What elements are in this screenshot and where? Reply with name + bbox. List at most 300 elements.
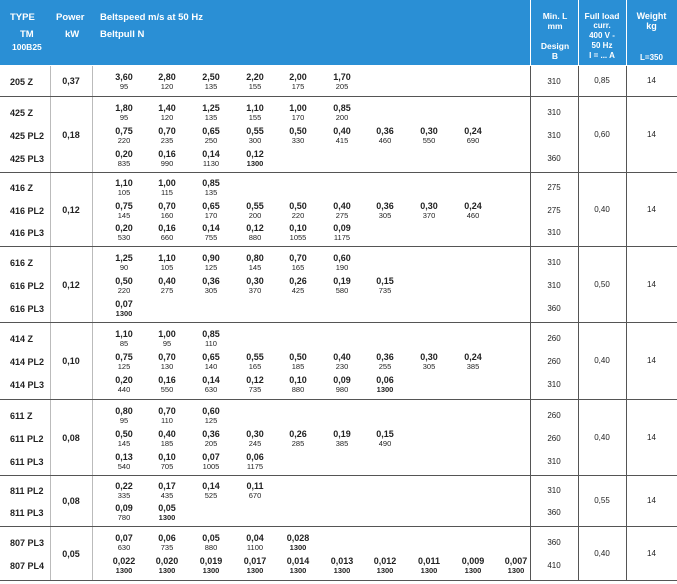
header-divider bbox=[578, 0, 579, 65]
beltpull-value: 735 bbox=[378, 285, 392, 295]
beltpull-value: 1300 bbox=[376, 566, 394, 576]
beltpull-value: 245 bbox=[248, 438, 262, 448]
beltspeed-value: 0,50 bbox=[289, 352, 307, 362]
beltpull-value: 235 bbox=[160, 135, 174, 145]
speed-cell bbox=[107, 375, 141, 394]
speed-cell bbox=[150, 556, 184, 575]
beltpull-value: 550 bbox=[160, 385, 174, 395]
minl-value: 310 bbox=[547, 280, 561, 290]
beltpull-value: 160 bbox=[160, 210, 174, 220]
beltspeed-value: 0,85 bbox=[202, 178, 220, 189]
minl-value: 260 bbox=[547, 433, 561, 443]
current-value: 0,40 bbox=[594, 204, 610, 214]
beltpull-value: 125 bbox=[204, 262, 218, 272]
beltspeed-value: 0,12 bbox=[246, 148, 264, 159]
power-value: 0,12 bbox=[62, 279, 80, 290]
beltspeed-header: Beltspeed m/s at 50 Hz bbox=[100, 12, 203, 23]
power-value: 0,18 bbox=[62, 129, 80, 140]
beltpull-value: 1300 bbox=[202, 566, 220, 576]
beltspeed-value: 0,65 bbox=[202, 352, 220, 362]
beltspeed-value: 0,14 bbox=[202, 222, 220, 233]
kw-label: kW bbox=[65, 29, 80, 40]
speed-cell bbox=[194, 149, 228, 168]
beltspeed-value: 0,028 bbox=[286, 532, 310, 543]
power-header: Power bbox=[56, 12, 85, 23]
beltspeed-value: 0,012 bbox=[373, 556, 397, 567]
speed-cell bbox=[150, 481, 184, 500]
power-value: 0,37 bbox=[62, 76, 80, 86]
speed-cell bbox=[150, 406, 184, 425]
tm-label: TM bbox=[20, 29, 34, 40]
beltspeed-value: 0,07 bbox=[202, 451, 220, 462]
beltspeed-value: 0,24 bbox=[464, 352, 482, 362]
beltspeed-value: 0,55 bbox=[246, 352, 264, 362]
beltpull-value: 255 bbox=[378, 362, 392, 371]
beltspeed-value: 0,30 bbox=[420, 352, 438, 362]
beltpull-value: 550 bbox=[422, 135, 436, 145]
minl-value: 310 bbox=[547, 486, 561, 495]
speed-cell bbox=[281, 126, 315, 145]
beltpull-value: 250 bbox=[204, 135, 218, 145]
beltpull-value: 205 bbox=[335, 82, 349, 91]
speed-cell bbox=[281, 253, 315, 272]
beltpull-value: 670 bbox=[248, 491, 262, 500]
speed-cell bbox=[150, 103, 184, 122]
table-group bbox=[0, 323, 677, 400]
beltpull-value: 110 bbox=[161, 415, 173, 425]
beltspeed-value: 0,16 bbox=[158, 148, 176, 159]
beltpull-value: 175 bbox=[291, 82, 305, 91]
beltpull-value: 165 bbox=[291, 262, 305, 272]
speed-cell bbox=[238, 556, 272, 575]
beltpull-value: 1100 bbox=[246, 542, 264, 552]
speed-cell bbox=[150, 352, 184, 371]
beltpull-value: 460 bbox=[378, 135, 392, 145]
beltpull-value: 630 bbox=[117, 542, 131, 552]
speed-cell bbox=[368, 556, 402, 575]
speed-cell bbox=[412, 352, 446, 371]
beltspeed-value: 0,40 bbox=[333, 200, 351, 211]
speed-cell bbox=[194, 452, 228, 471]
beltpull-value: 90 bbox=[119, 262, 129, 272]
beltspeed-value: 0,60 bbox=[202, 405, 220, 416]
beltspeed-value: 0,90 bbox=[202, 252, 220, 263]
beltspeed-value: 0,10 bbox=[289, 222, 307, 233]
weight-value: 14 bbox=[647, 356, 656, 365]
beltspeed-value: 0,10 bbox=[289, 375, 307, 386]
minl-value: 310 bbox=[547, 227, 561, 237]
beltspeed-value: 0,12 bbox=[246, 375, 264, 386]
beltspeed-value: 0,50 bbox=[289, 125, 307, 136]
beltpull-value: 220 bbox=[117, 135, 131, 145]
beltpull-value: 990 bbox=[160, 158, 174, 168]
beltspeed-value: 1,00 bbox=[289, 102, 307, 113]
header-divider bbox=[530, 0, 531, 65]
beltpull-value: 220 bbox=[117, 285, 131, 295]
speed-cell bbox=[194, 481, 228, 500]
beltspeed-value: 0,017 bbox=[243, 556, 267, 567]
speed-cell bbox=[412, 201, 446, 220]
speed-cell bbox=[107, 149, 141, 168]
speed-cell bbox=[150, 126, 184, 145]
beltpull-value: 880 bbox=[291, 385, 305, 395]
beltpull-value: 275 bbox=[160, 285, 174, 295]
column-divider bbox=[92, 476, 93, 526]
beltspeed-value: 0,009 bbox=[461, 556, 485, 567]
speed-cell bbox=[281, 352, 315, 371]
beltpull-value: 275 bbox=[335, 210, 349, 220]
beltpull-value: 1175 bbox=[333, 232, 351, 242]
beltpull-value: 305 bbox=[422, 362, 436, 371]
type-label: 811 PL2 bbox=[10, 486, 44, 496]
table-header bbox=[0, 0, 677, 65]
speed-cell bbox=[456, 352, 490, 371]
column-divider bbox=[92, 400, 93, 475]
speed-cell bbox=[194, 72, 228, 91]
beltpull-value: 140 bbox=[204, 362, 218, 371]
beltspeed-value: 0,15 bbox=[376, 275, 394, 286]
beltspeed-value: 0,40 bbox=[158, 275, 176, 286]
beltspeed-value: 0,70 bbox=[158, 352, 176, 362]
beltpull-value: 1055 bbox=[289, 232, 307, 242]
beltspeed-value: 0,14 bbox=[202, 375, 220, 386]
beltspeed-value: 0,20 bbox=[115, 222, 133, 233]
speed-cell bbox=[194, 375, 228, 394]
beltspeed-value: 0,30 bbox=[420, 200, 438, 211]
speed-cell bbox=[150, 72, 184, 91]
beltspeed-value: 2,50 bbox=[202, 72, 220, 82]
speed-cell bbox=[150, 329, 184, 348]
speed-cell bbox=[107, 329, 141, 348]
beltspeed-value: 0,020 bbox=[155, 556, 179, 567]
beltpull-value: 705 bbox=[160, 461, 174, 471]
minl-value: 360 bbox=[547, 153, 561, 163]
beltspeed-value: 0,36 bbox=[202, 275, 220, 286]
column-divider bbox=[92, 323, 93, 399]
speed-cell bbox=[107, 556, 141, 575]
beltspeed-value: 2,80 bbox=[158, 72, 176, 82]
current-value: 0,50 bbox=[594, 279, 610, 289]
beltspeed-value: 2,00 bbox=[289, 72, 307, 82]
type-label: 611 PL3 bbox=[10, 456, 44, 467]
speed-cell bbox=[150, 253, 184, 272]
beltpull-value: 205 bbox=[204, 438, 218, 448]
beltspeed-value: 1,10 bbox=[115, 178, 133, 189]
beltspeed-value: 0,36 bbox=[376, 200, 394, 211]
beltspeed-value: 0,70 bbox=[158, 125, 176, 136]
weight-value: 14 bbox=[647, 76, 656, 85]
beltspeed-value: 0,65 bbox=[202, 200, 220, 211]
beltpull-value: 95 bbox=[119, 415, 129, 425]
beltspeed-value: 0,75 bbox=[115, 200, 133, 211]
beltpull-value: 285 bbox=[291, 438, 305, 448]
beltpull-value: 155 bbox=[248, 112, 262, 122]
speed-cell bbox=[281, 533, 315, 552]
beltspeed-value: 0,09 bbox=[115, 503, 133, 513]
speed-cell bbox=[325, 429, 359, 448]
speed-cell bbox=[456, 201, 490, 220]
beltspeed-value: 0,75 bbox=[115, 125, 133, 136]
type-label: 616 Z bbox=[10, 257, 34, 268]
design-b: B bbox=[551, 51, 559, 61]
speed-cell bbox=[325, 352, 359, 371]
beltspeed-value: 0,06 bbox=[158, 532, 176, 543]
minl-value: 410 bbox=[547, 561, 561, 571]
beltpull-value: 385 bbox=[335, 438, 349, 448]
beltpull-value: 135 bbox=[204, 82, 218, 91]
beltpull-value: 330 bbox=[291, 135, 305, 145]
weight-header: Weight bbox=[636, 11, 667, 21]
speed-cell bbox=[325, 375, 359, 394]
ampere-label: I = ... A bbox=[589, 51, 615, 60]
speed-cell bbox=[150, 533, 184, 552]
speed-cell bbox=[150, 223, 184, 242]
speed-cell bbox=[238, 533, 272, 552]
beltspeed-value: 0,05 bbox=[158, 503, 176, 513]
beltpull-value: 95 bbox=[119, 82, 129, 91]
table-group bbox=[0, 476, 677, 527]
beltspeed-value: 0,85 bbox=[202, 328, 220, 339]
speed-cell bbox=[107, 201, 141, 220]
beltspeed-value: 1,80 bbox=[115, 102, 133, 113]
beltspeed-value: 0,13 bbox=[115, 451, 133, 462]
beltpull-value: 200 bbox=[335, 112, 349, 122]
beltspeed-value: 3,60 bbox=[115, 72, 133, 82]
beltpull-value: 135 bbox=[204, 188, 218, 198]
beltpull-value: 1300 bbox=[246, 158, 264, 168]
beltpull-value: 1300 bbox=[115, 308, 133, 318]
minl-value: 360 bbox=[547, 537, 561, 547]
weight-value: 14 bbox=[647, 204, 656, 214]
speed-cell bbox=[150, 149, 184, 168]
beltspeed-value: 0,20 bbox=[115, 375, 133, 386]
beltpull-value: 425 bbox=[291, 285, 305, 295]
type-label: 811 PL3 bbox=[10, 508, 44, 518]
type-label: 616 PL2 bbox=[10, 280, 45, 291]
type-label: 807 PL3 bbox=[10, 537, 45, 548]
type-label: 425 PL2 bbox=[10, 130, 45, 141]
beltpull-value: 120 bbox=[160, 112, 174, 122]
beltpull-value: 580 bbox=[335, 285, 349, 295]
beltspeed-value: 0,022 bbox=[112, 556, 136, 567]
beltspeed-value: 0,30 bbox=[246, 275, 264, 286]
speed-cell bbox=[238, 481, 272, 500]
speed-cell bbox=[194, 253, 228, 272]
speed-cell bbox=[107, 481, 141, 500]
beltpull-value: 1300 bbox=[158, 513, 176, 522]
beltspeed-value: 0,85 bbox=[333, 102, 351, 113]
type-label: 611 Z bbox=[10, 410, 33, 421]
speed-cell bbox=[150, 452, 184, 471]
beltspeed-value: 1,25 bbox=[202, 102, 220, 113]
beltspeed-value: 0,50 bbox=[289, 200, 307, 211]
speed-cell bbox=[107, 429, 141, 448]
beltspeed-value: 0,07 bbox=[115, 298, 133, 309]
beltpull-value: 145 bbox=[248, 262, 262, 272]
beltspeed-value: 0,36 bbox=[376, 352, 394, 362]
power-value: 0,08 bbox=[62, 496, 80, 506]
minl-value: 260 bbox=[547, 357, 561, 366]
minl-value: 310 bbox=[547, 380, 561, 390]
beltspeed-value: 0,40 bbox=[333, 125, 351, 136]
speed-cell bbox=[107, 503, 141, 522]
frequency-label: 50 Hz bbox=[591, 41, 613, 50]
beltspeed-value: 0,16 bbox=[158, 375, 176, 386]
beltspeed-value: 0,15 bbox=[376, 428, 394, 439]
beltpull-value: 880 bbox=[204, 542, 218, 552]
beltpull-value: 735 bbox=[160, 542, 174, 552]
beltpull-value: 165 bbox=[248, 362, 262, 371]
speed-cell bbox=[325, 103, 359, 122]
beltpull-value: 305 bbox=[204, 285, 218, 295]
beltpull-value: 190 bbox=[335, 262, 349, 272]
speed-cell bbox=[194, 329, 228, 348]
beltspeed-value: 0,36 bbox=[202, 428, 220, 439]
speed-cell bbox=[238, 253, 272, 272]
weight-value: 14 bbox=[647, 432, 656, 442]
beltspeed-value: 0,07 bbox=[115, 532, 133, 543]
speed-cell bbox=[107, 406, 141, 425]
beltpull-value: 1300 bbox=[289, 566, 307, 576]
beltspeed-value: 1,70 bbox=[333, 72, 351, 82]
speed-cell bbox=[325, 276, 359, 295]
beltspeed-value: 0,10 bbox=[158, 451, 176, 462]
table-group bbox=[0, 247, 677, 323]
beltpull-value: 1300 bbox=[246, 566, 264, 576]
speed-cell bbox=[325, 126, 359, 145]
beltpull-value: 305 bbox=[378, 210, 392, 220]
beltspeed-value: 0,20 bbox=[115, 148, 133, 159]
beltspeed-value: 0,09 bbox=[333, 375, 351, 386]
beltpull-value: 1300 bbox=[289, 542, 307, 552]
beltpull-value: 1300 bbox=[158, 566, 176, 576]
beltpull-value: 155 bbox=[248, 82, 262, 91]
beltspeed-value: 0,11 bbox=[246, 481, 264, 491]
beltspeed-value: 1,25 bbox=[115, 252, 133, 263]
beltpull-value: 145 bbox=[117, 210, 131, 220]
type-label: 416 Z bbox=[10, 183, 34, 194]
speed-cell bbox=[107, 103, 141, 122]
type-label: 416 PL2 bbox=[10, 205, 45, 216]
beltpull-value: 1175 bbox=[246, 461, 264, 471]
beltpull-value: 460 bbox=[466, 210, 480, 220]
beltpull-value: 415 bbox=[335, 135, 349, 145]
speed-cell bbox=[107, 299, 141, 318]
speed-cell bbox=[456, 556, 490, 575]
minl-value: 260 bbox=[547, 410, 561, 420]
type-label: 414 PL2 bbox=[10, 357, 45, 367]
speed-cell bbox=[368, 352, 402, 371]
beltspeed-value: 2,20 bbox=[246, 72, 264, 82]
speed-cell bbox=[238, 72, 272, 91]
beltspeed-value: 0,65 bbox=[202, 125, 220, 136]
beltspeed-value: 0,22 bbox=[115, 481, 133, 491]
minl-value: 360 bbox=[547, 508, 561, 517]
beltspeed-value: 0,24 bbox=[464, 125, 482, 136]
beltpull-value: 1300 bbox=[333, 566, 351, 576]
beltspeed-value: 0,14 bbox=[202, 148, 220, 159]
beltspeed-value: 0,011 bbox=[417, 556, 441, 567]
minl-value: 310 bbox=[547, 107, 561, 117]
table-group bbox=[0, 527, 677, 581]
beltpull-value: 300 bbox=[248, 135, 262, 145]
speed-cell bbox=[194, 406, 228, 425]
speed-cell bbox=[107, 533, 141, 552]
speed-cell bbox=[238, 352, 272, 371]
type-label: 205 Z bbox=[10, 77, 34, 87]
beltpull-value: 1300 bbox=[115, 566, 133, 576]
speed-cell bbox=[281, 72, 315, 91]
beltspeed-value: 0,014 bbox=[286, 556, 310, 567]
beltspeed-value: 0,17 bbox=[158, 481, 176, 491]
minl-header: Min. L bbox=[542, 11, 568, 21]
beltspeed-value: 0,40 bbox=[333, 352, 351, 362]
beltpull-value: 980 bbox=[335, 385, 349, 395]
beltspeed-value: 0,70 bbox=[158, 405, 176, 416]
power-value: 0,08 bbox=[62, 432, 80, 443]
beltspeed-value: 0,06 bbox=[246, 451, 264, 462]
minl-value: 310 bbox=[547, 77, 561, 86]
beltpull-value: 660 bbox=[160, 232, 174, 242]
voltage-label: 400 V - bbox=[589, 31, 615, 40]
speed-cell bbox=[150, 178, 184, 197]
beltpull-value: 230 bbox=[335, 362, 349, 371]
speed-cell bbox=[107, 452, 141, 471]
speed-cell bbox=[107, 126, 141, 145]
beltpull-value: 1300 bbox=[464, 566, 482, 576]
weight-value: 14 bbox=[647, 129, 656, 139]
beltspeed-value: 0,55 bbox=[246, 200, 264, 211]
speed-cell bbox=[281, 103, 315, 122]
beltpull-value: 780 bbox=[117, 513, 131, 522]
beltpull-value: 200 bbox=[248, 210, 262, 220]
current-value: 0,60 bbox=[594, 129, 610, 139]
beltspeed-value: 0,05 bbox=[202, 532, 220, 543]
minl-value: 310 bbox=[547, 456, 561, 466]
beltpull-value: 145 bbox=[117, 438, 131, 448]
speed-cell bbox=[194, 556, 228, 575]
beltspeed-value: 0,70 bbox=[158, 200, 176, 211]
speed-cell bbox=[107, 276, 141, 295]
beltpull-value: 690 bbox=[466, 135, 480, 145]
weight-value: 14 bbox=[647, 279, 656, 289]
speed-cell bbox=[238, 149, 272, 168]
beltspeed-value: 0,30 bbox=[246, 428, 264, 439]
beltspeed-value: 0,04 bbox=[246, 532, 264, 543]
type-header: TYPE bbox=[10, 12, 35, 23]
speed-cell bbox=[194, 276, 228, 295]
speed-cell bbox=[325, 223, 359, 242]
weight-length: L=350 bbox=[640, 53, 663, 62]
beltpull-value: 1130 bbox=[202, 158, 220, 168]
type-label: 611 PL2 bbox=[10, 433, 44, 444]
model-label: 100B25 bbox=[12, 42, 42, 52]
speed-cell bbox=[150, 429, 184, 448]
speed-cell bbox=[194, 533, 228, 552]
beltspeed-value: 0,50 bbox=[115, 428, 133, 439]
type-label: 425 PL3 bbox=[10, 153, 45, 164]
column-divider bbox=[92, 173, 93, 246]
column-divider bbox=[92, 66, 93, 96]
beltpull-value: 125 bbox=[117, 362, 131, 371]
beltspeed-value: 1,10 bbox=[158, 252, 176, 263]
power-value: 0,05 bbox=[62, 548, 80, 559]
beltspeed-value: 0,24 bbox=[464, 200, 482, 211]
speed-cell bbox=[368, 126, 402, 145]
speed-cell bbox=[281, 201, 315, 220]
speed-cell bbox=[368, 429, 402, 448]
speed-cell bbox=[194, 352, 228, 371]
